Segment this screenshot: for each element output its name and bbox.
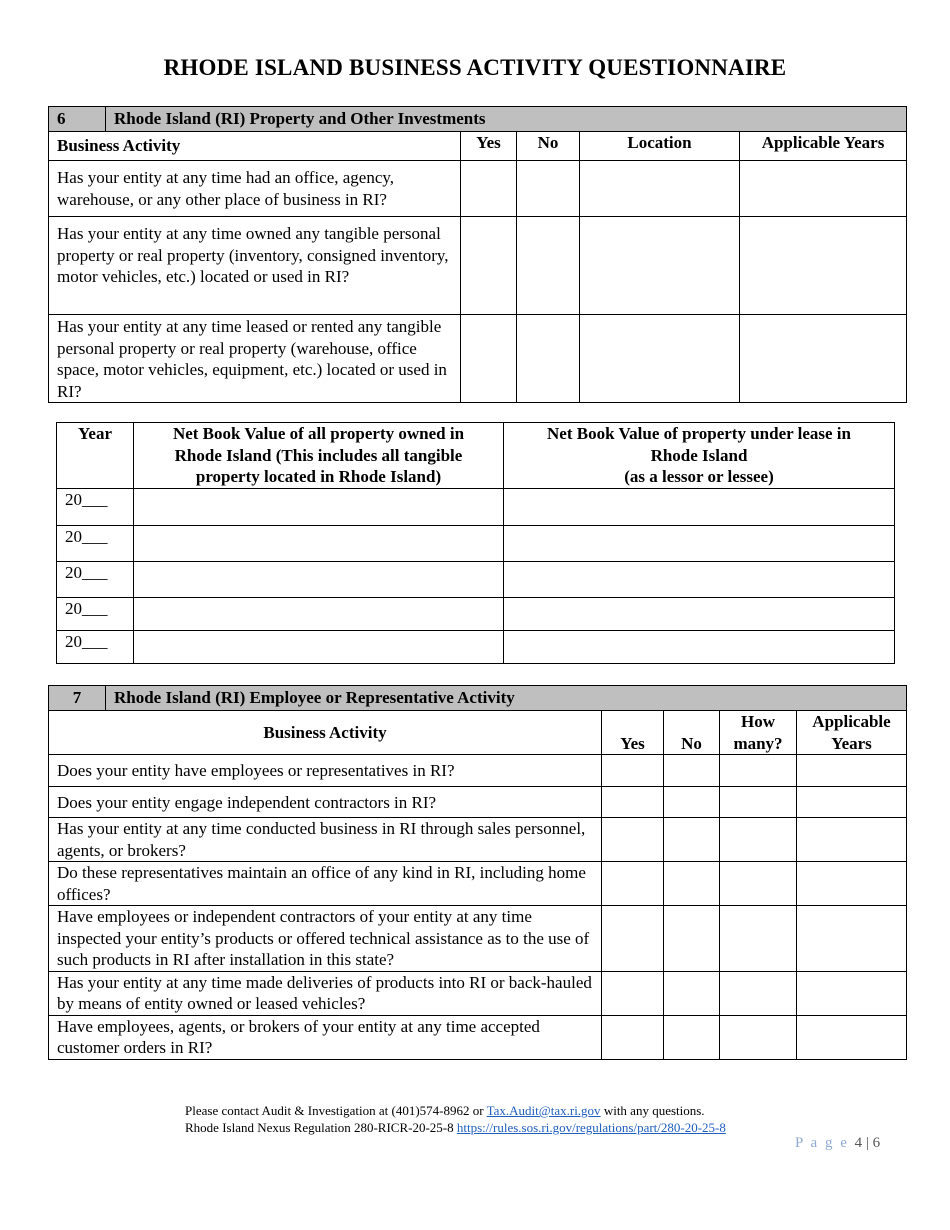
column-header: No	[664, 711, 720, 755]
no-cell[interactable]	[664, 755, 720, 787]
page-label: P a g e	[795, 1135, 849, 1151]
owned-value-cell[interactable]	[134, 598, 504, 631]
email-link[interactable]: Tax.Audit@tax.ri.gov	[486, 1103, 601, 1118]
how-many-cell[interactable]	[720, 818, 797, 862]
no-cell[interactable]	[517, 161, 580, 217]
yes-cell[interactable]	[602, 818, 664, 862]
applicable-years-cell[interactable]	[797, 906, 907, 972]
question-text: Has your entity at any time had an office, agency, warehouse, or any other place of business in RI?	[49, 161, 461, 217]
footer-regulation-text: Rhode Island Nexus Regulation 280-RICR-20-25-8	[185, 1120, 457, 1135]
applicable-years-cell[interactable]	[740, 315, 907, 403]
yes-cell[interactable]	[461, 315, 517, 403]
lease-header-line1: Net Book Value of property under lease in Rhode Island	[547, 424, 851, 465]
lease-value-cell[interactable]	[504, 526, 895, 562]
yes-cell[interactable]	[602, 787, 664, 818]
table-row	[49, 906, 907, 972]
question-text: Does your entity have employees or representatives in RI?	[49, 755, 602, 787]
yes-cell[interactable]	[461, 161, 517, 217]
question-text: Have employees, agents, or brokers of your entity at any time accepted customer orders in RI?	[49, 1015, 602, 1059]
lease-value-cell[interactable]	[504, 562, 895, 598]
footer-contact-text: Please contact Audit & Investigation at (401)574-8962 or	[185, 1103, 487, 1118]
how-many-cell[interactable]	[720, 787, 797, 818]
column-header: Yes	[602, 711, 664, 755]
yes-cell[interactable]	[602, 971, 664, 1015]
column-header: No	[517, 132, 580, 161]
no-cell[interactable]	[517, 217, 580, 315]
page-number	[795, 1135, 880, 1152]
owned-value-cell[interactable]	[134, 489, 504, 526]
question-text: Has your entity at any time conducted business in RI through sales personnel, agents, or brokers?	[49, 818, 602, 862]
column-header-year: Year	[57, 423, 134, 489]
section-7-table	[48, 685, 907, 1060]
applicable-years-cell[interactable]	[797, 787, 907, 818]
regulation-link[interactable]: https://rules.sos.ri.gov/regulations/part/280-20-25-8	[456, 1120, 726, 1135]
table-row	[49, 818, 907, 862]
section-heading: Rhode Island (RI) Employee or Representative Activity	[106, 686, 907, 711]
table-row	[57, 489, 895, 526]
lease-value-cell[interactable]	[504, 631, 895, 664]
question-text: Has your entity at any time made deliveries of products into RI or back-hauled by means of entity owned or leased vehicles?	[49, 971, 602, 1015]
no-cell[interactable]	[664, 862, 720, 906]
footer	[185, 1102, 726, 1136]
table-row	[49, 315, 907, 403]
no-cell[interactable]	[664, 971, 720, 1015]
applicable-years-cell[interactable]	[797, 755, 907, 787]
applicable-years-cell[interactable]	[740, 161, 907, 217]
table-row	[49, 217, 907, 315]
location-cell[interactable]	[580, 315, 740, 403]
table-row	[57, 598, 895, 631]
location-cell[interactable]	[580, 217, 740, 315]
column-header: Applicable Years	[740, 132, 907, 161]
yes-cell[interactable]	[461, 217, 517, 315]
column-header-lease	[504, 423, 895, 489]
table-row	[49, 1015, 907, 1059]
table-row	[49, 161, 907, 217]
lease-header-line2: (as a lessor or lessee)	[624, 467, 774, 486]
footer-regulation-line	[185, 1119, 726, 1136]
location-cell[interactable]	[580, 161, 740, 217]
applicable-years-cell[interactable]	[740, 217, 907, 315]
footer-contact-suffix: with any questions.	[600, 1103, 705, 1118]
net-book-value-table	[56, 422, 895, 664]
question-text: Does your entity engage independent contractors in RI?	[49, 787, 602, 818]
table-row	[49, 971, 907, 1015]
column-header: Applicable Years	[797, 711, 907, 755]
column-header: How many?	[720, 711, 797, 755]
section-number: 6	[49, 107, 106, 132]
owned-value-cell[interactable]	[134, 631, 504, 664]
column-header: Yes	[461, 132, 517, 161]
year-cell[interactable]: 20___	[57, 598, 134, 631]
lease-value-cell[interactable]	[504, 489, 895, 526]
column-header: Location	[580, 132, 740, 161]
table-row	[57, 562, 895, 598]
year-cell[interactable]: 20___	[57, 489, 134, 526]
section-heading: Rhode Island (RI) Property and Other Investments	[106, 107, 907, 132]
lease-value-cell[interactable]	[504, 598, 895, 631]
page-number-value: 4 | 6	[854, 1135, 881, 1151]
question-text: Has your entity at any time leased or rented any tangible personal property or real property (warehouse, office space, motor vehicles, equipment, etc.) located or used in RI?	[49, 315, 461, 403]
question-text: Has your entity at any time owned any tangible personal property or real property (inventory, consigned inventory, motor vehicles, etc.) located or used in RI?	[49, 217, 461, 315]
yes-cell[interactable]	[602, 755, 664, 787]
column-header: Business Activity	[49, 132, 461, 161]
how-many-cell[interactable]	[720, 755, 797, 787]
table-row	[49, 755, 907, 787]
no-cell[interactable]	[664, 787, 720, 818]
year-cell[interactable]: 20___	[57, 526, 134, 562]
no-cell[interactable]	[664, 818, 720, 862]
year-cell[interactable]: 20___	[57, 562, 134, 598]
table-row	[49, 787, 907, 818]
applicable-years-cell[interactable]	[797, 862, 907, 906]
table-row	[57, 526, 895, 562]
page-title: RHODE ISLAND BUSINESS ACTIVITY QUESTIONNAIRE	[163, 55, 787, 80]
how-many-cell[interactable]	[720, 862, 797, 906]
applicable-years-cell[interactable]	[797, 1015, 907, 1059]
yes-cell[interactable]	[602, 862, 664, 906]
table-row	[57, 631, 895, 664]
year-cell[interactable]: 20___	[57, 631, 134, 664]
no-cell[interactable]	[664, 1015, 720, 1059]
applicable-years-cell[interactable]	[797, 818, 907, 862]
column-header-owned: Net Book Value of all property owned in Rhode Island (This includes all tangible property located in Rhode Island)	[134, 423, 504, 489]
table-row	[49, 862, 907, 906]
section-number: 7	[49, 686, 106, 711]
question-text: Do these representatives maintain an office of any kind in RI, including home offices?	[49, 862, 602, 906]
column-header: Business Activity	[49, 711, 602, 755]
how-many-cell[interactable]	[720, 1015, 797, 1059]
how-many-cell[interactable]	[720, 971, 797, 1015]
how-many-cell[interactable]	[720, 906, 797, 972]
applicable-years-cell[interactable]	[797, 971, 907, 1015]
no-cell[interactable]	[517, 315, 580, 403]
footer-contact-line	[185, 1102, 726, 1119]
section-6-table	[48, 106, 907, 403]
owned-value-cell[interactable]	[134, 526, 504, 562]
yes-cell[interactable]	[602, 906, 664, 972]
owned-value-cell[interactable]	[134, 562, 504, 598]
yes-cell[interactable]	[602, 1015, 664, 1059]
question-text: Have employees or independent contractors of your entity at any time inspected your entity’s products or offered technical assistance as to the use of such products in RI after installation in this state?	[49, 906, 602, 972]
no-cell[interactable]	[664, 906, 720, 972]
